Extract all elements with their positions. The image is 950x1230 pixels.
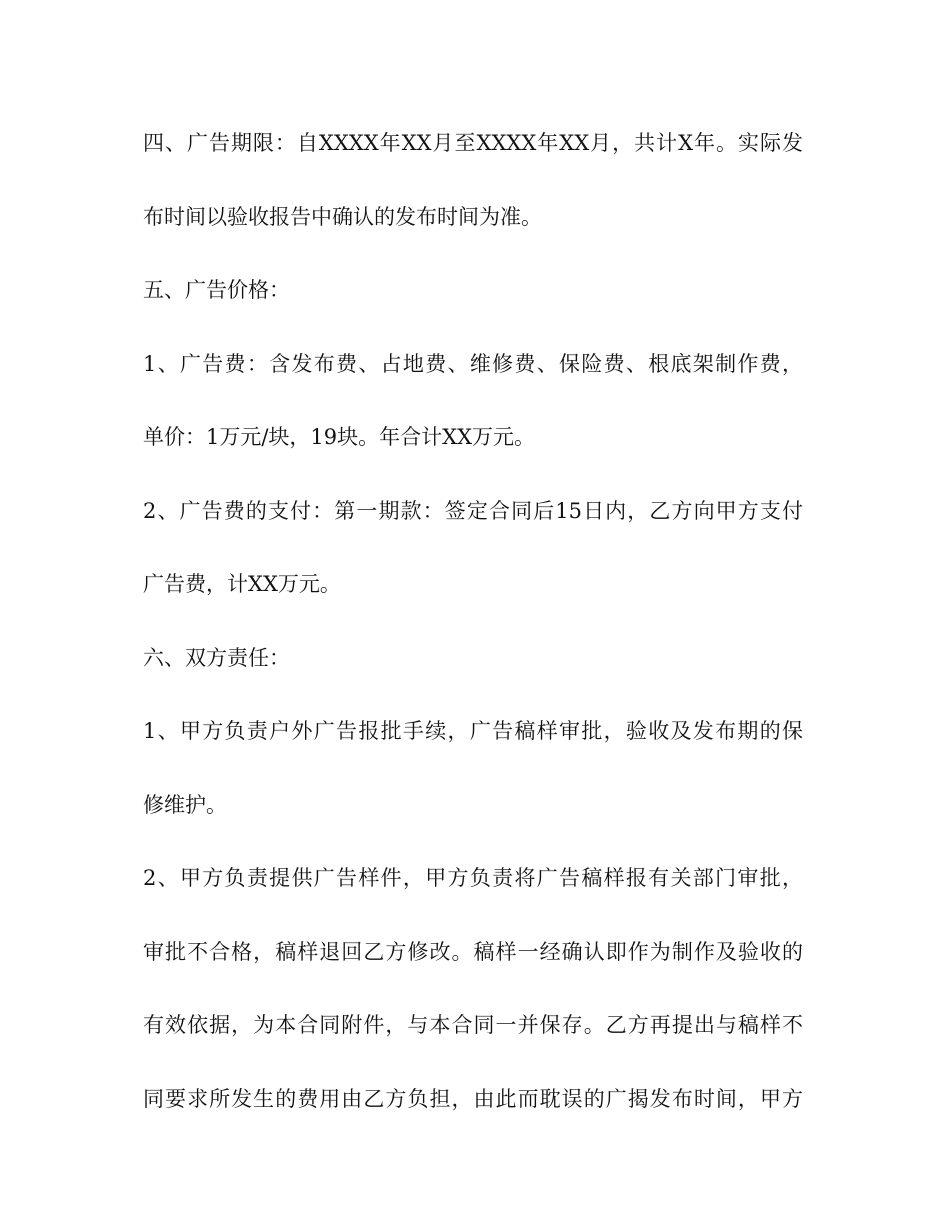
clause-4-line-2: 布时间以验收报告中确认的发布时间为准。 xyxy=(143,204,542,229)
clause-5-2-line-2: 广告费，计XX万元。 xyxy=(143,572,341,596)
clause-5-heading: 五、广告价格： xyxy=(143,278,290,302)
clause-5-2-line-1: 2、广告费的支付：第一期款：签定合同后15日内，乙方向甲方支付 xyxy=(143,498,803,523)
clause-6-2-line-4: 同要求所发生的费用由乙方负担，由此而耽误的广揭发布时间，甲方 xyxy=(143,1086,803,1111)
clause-4-line-1: 四、广告期限：自XXXX年XX月至XXXX年XX月，共计X年。实际发 xyxy=(143,131,803,155)
clause-5-1-line-2: 单价：1万元/块，19块。年合计XX万元。 xyxy=(143,425,536,449)
contract-text-body xyxy=(143,125,803,1154)
clause-6-1-line-2: 修维护。 xyxy=(143,792,227,817)
clause-6-heading: 六、双方责任： xyxy=(143,645,290,670)
clause-6-2-line-2: 审批不合格，稿样退回乙方修改。稿样一经确认即作为制作及验收的 xyxy=(143,939,803,964)
clause-6-2-line-1: 2、甲方负责提供广告样件，甲方负责将广告稿样报有关部门审批， xyxy=(143,866,803,890)
clause-6-1-line-1: 1、甲方负责户外广告报批手续，广告稿样审批，验收及发布期的保 xyxy=(143,719,803,743)
clause-6-2-line-3: 有效依据，为本合同附件，与本合同一并保存。乙方再提出与稿样不 xyxy=(143,1013,803,1037)
clause-5-1-line-1: 1、广告费：含发布费、占地费、维修费、保险费、根底架制作费， xyxy=(143,351,803,376)
